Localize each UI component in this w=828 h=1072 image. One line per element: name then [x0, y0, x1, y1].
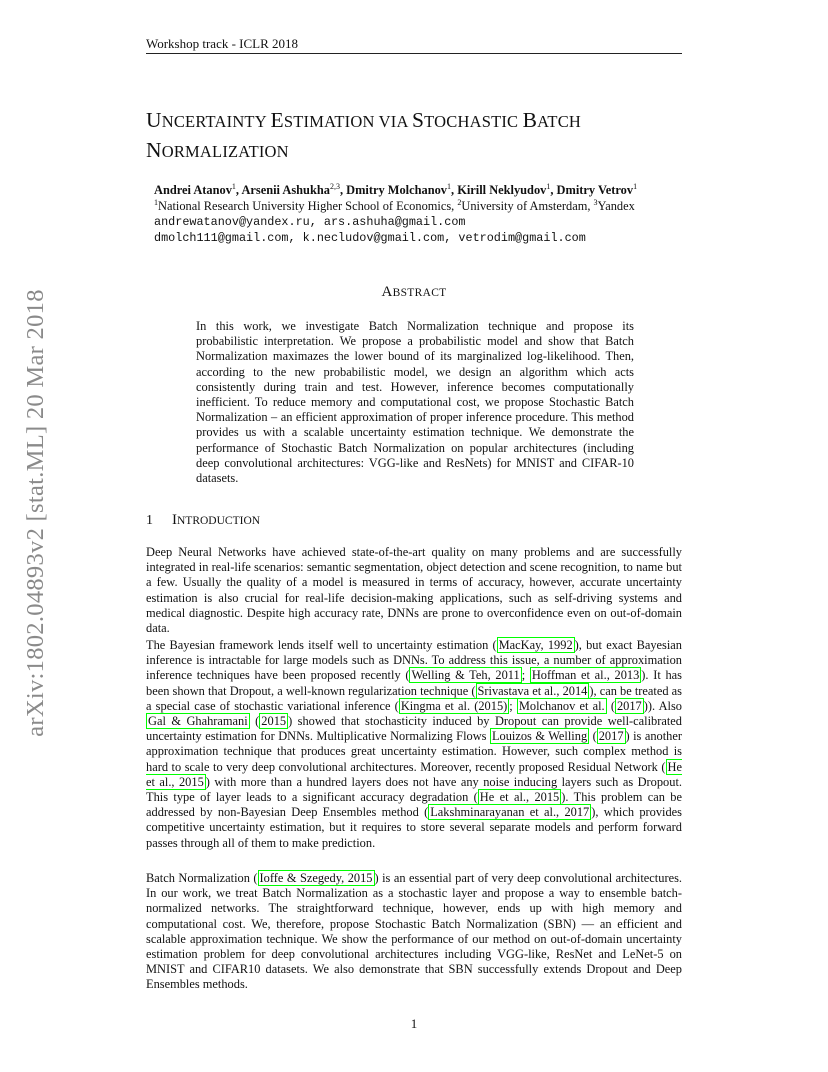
- citation-link[interactable]: Kingma et al. (2015): [400, 698, 508, 713]
- author-names: Andrei Atanov$^1$, Arsenii Ashukha$^{2,3}$, Dmitry Molchanov$^1$, Kirill Neklyudov$^1$, Dmitry Vetrov$^1$: [154, 181, 638, 197]
- citation-link[interactable]: Molchanov et al.: [518, 698, 605, 713]
- citation-link[interactable]: 2015: [261, 714, 287, 729]
- author-affiliation-mark: 1: [231, 181, 236, 191]
- title-smallcaps: ATCH: [537, 112, 582, 131]
- affiliation-name: Yandex: [597, 199, 635, 213]
- paragraph-text: (: [249, 714, 260, 729]
- title-smallcaps: ORMALIZATION: [161, 142, 289, 161]
- abstract-text: In this work, we investigate Batch Normalization technique and propose its probabilistic interpretation. We propose a probabilistic model and show that Batch Normalization maximazes the lower bound of its marginalized log-likelihood. Then, according to the new probabilistic model, we design an algorithm which acts consistently during train and test. However, inference becomes computationally inefficient. To reduce memory and computational cost, we propose Stochastic Batch Normalization – an efficient approximation of proper inference procedure. This method provides us with a scalable uncertainty estimation technique. We demonstrate the performance of Stochastic Batch Normalization on popular architectures (including deep convolutional architectures: VGG-like and ResNets) for MNIST and CIFAR-10 datasets.: [196, 319, 634, 486]
- citation-link[interactable]: Gal & Ghahramani: [148, 714, 248, 729]
- affiliation-mark: 1: [154, 197, 158, 207]
- paragraph-text: ), but exact Bayesian inference is intractable for large models such as DNNs. To address this issue, a number of approximation inference techniques have been proposed recently (: [146, 638, 682, 683]
- author-name: Andrei Atanov: [154, 183, 232, 197]
- intro-paragraph-1: [146, 545, 682, 636]
- title-capital: N: [146, 138, 162, 162]
- title-capital: B: [522, 108, 538, 132]
- author-affiliation-mark: 1: [446, 181, 451, 191]
- author-emails-line-2: dmolch111@gmail.com, k.necludov@gmail.com, vetrodim@gmail.com: [154, 231, 586, 245]
- citation-link[interactable]: Ioffe & Szegedy, 2015: [259, 871, 373, 885]
- title-capital: S: [411, 108, 425, 132]
- title-capital: U: [146, 108, 162, 132]
- page-number: 1: [410, 1016, 418, 1031]
- running-header: Workshop track - ICLR 2018: [146, 36, 299, 51]
- citation-link[interactable]: Hoffman et al., 2013: [531, 668, 640, 683]
- author-name: Kirill Neklyudov: [457, 183, 547, 197]
- affiliation-name: University of Amsterdam,: [461, 199, 594, 213]
- paper-title: [146, 106, 706, 166]
- intro-paragraph-2: [146, 638, 682, 851]
- abstract-heading: ABSTRACT: [381, 284, 447, 300]
- paragraph-text: ), can be treated as a special case of stochastic variational inference (: [146, 683, 682, 713]
- title-line-2: [146, 136, 706, 166]
- arxiv-stamp: [22, 280, 50, 746]
- author-name: Dmitry Molchanov: [346, 183, 447, 197]
- paragraph-text: ) is another approximation technique that produces great uncertainty estimation. However, such complex method is hard to scale to very deep convolutional architectures. Moreover, recently proposed Residual Network (: [146, 729, 682, 774]
- affiliation-mark: 3: [593, 197, 598, 207]
- section-number: 1: [146, 513, 153, 528]
- citation-link[interactable]: Srivastava et al., 2014: [477, 683, 588, 698]
- affiliation-mark: 2: [457, 197, 462, 207]
- citation-link[interactable]: He et al., 2015: [146, 759, 682, 789]
- paragraph-text: ). This problem can be addressed by non-Bayesian Deep Ensembles method (: [146, 790, 683, 820]
- paragraph-text: (: [606, 698, 615, 713]
- title-smallcaps: TOCHASTIC: [424, 112, 523, 131]
- citation-link[interactable]: 2017: [616, 698, 642, 713]
- citation-link[interactable]: 2017: [598, 729, 624, 744]
- author-name: Arsenii Ashukha: [241, 183, 330, 197]
- paragraph-text: ;: [509, 698, 517, 713]
- author-affiliation-mark: 2,3: [329, 181, 340, 191]
- paragraph-text: ), which provides competitive uncertainty estimation, but it requires to store several separate models and perform forward passes through all of them to make prediction.: [146, 805, 682, 850]
- citation-link[interactable]: He et al., 2015: [479, 790, 560, 805]
- author-affiliation-mark: 1: [633, 181, 638, 191]
- author-name: Dmitry Vetrov: [556, 183, 634, 197]
- title-capital: E: [270, 108, 284, 132]
- intro-paragraph-3: [146, 871, 682, 993]
- author-emails-line-1: andrewatanov@yandex.ru, ars.ashuha@gmail.com: [154, 215, 466, 229]
- paragraph-text: ) is an essential part of very deep convolutional architectures. In our work, we treat Batch Normalization as a stochastic layer and propose a way to ensemble batch-normalized networks. The straightforward technique, however, ends up with high memory and computational cost. We, therefore, propose Stochastic Batch Normalization (SBN) — an efficient and scalable approximation technique. We show the performance of our method on out-of-domain uncertainty estimation problem for deep convolutional architectures including VGG-like, ResNet and LeNet-5 on MNIST and CIFAR10 datasets. We also demonstrate that SBN successfully extends Dropout and Deep Ensembles methods.: [146, 871, 682, 992]
- paragraph-text: ;: [521, 668, 530, 683]
- paragraph-text: ). It has been shown that Dropout, a well-known regularization technique (: [146, 668, 682, 698]
- paragraph-text: The Bayesian framework lends itself well to uncertainty estimation (: [146, 638, 497, 652]
- section-heading-introduction: 1 INTRODUCTION: [146, 512, 261, 528]
- citation-link[interactable]: Louizos & Welling: [491, 729, 588, 744]
- author-affiliations: [154, 198, 714, 214]
- paragraph-text: Batch Normalization (: [146, 871, 258, 885]
- paragraph-text: ) showed that stochasticity induced by Dropout can provide well-calibrated uncertainty estimation for DNNs. Multiplicative Normalizing Flows: [146, 714, 682, 744]
- paragraph-text: )). Also: [643, 698, 682, 713]
- paragraph-text: Deep Neural Networks have achieved state-of-the-art quality on many problems and are successfully integrated in real-life scenarios: semantic segmentation, object detection and scene recognition, to name but a few. Usually the quality of a model is measured in terms of accuracy, however, accurate uncertainty estimation is also crucial for real-life decision-making applications, such as self-driving systems and medical diagnostic. Despite high accuracy rate, DNNs are prone to overconfidence even on out-of-domain data.: [146, 545, 682, 636]
- title-line-1: [146, 106, 706, 136]
- author-block: [154, 182, 714, 246]
- author-affiliation-mark: 1: [546, 181, 551, 191]
- citation-link[interactable]: MacKay, 1992: [498, 638, 573, 652]
- title-smallcaps: NCERTAINTY: [161, 112, 271, 131]
- paragraph-text: ) with more than a hundred layers does not have any noise inducing layers such as Dropout. This type of layer leads to a significant accuracy degradation (: [146, 774, 682, 805]
- arxiv-stamp-text: arXiv:1802.04893v2 [stat.ML] 20 Mar 2018: [22, 289, 49, 737]
- affiliation-name: National Research University Higher School of Economics,: [158, 199, 458, 213]
- paragraph-text: (: [589, 729, 597, 744]
- citation-link[interactable]: Welling & Teh, 2011: [411, 668, 520, 683]
- citation-link[interactable]: Lakshminarayanan et al., 2017: [430, 805, 590, 820]
- title-smallcaps: STIMATION VIA: [283, 112, 412, 131]
- header-rule: [146, 53, 682, 54]
